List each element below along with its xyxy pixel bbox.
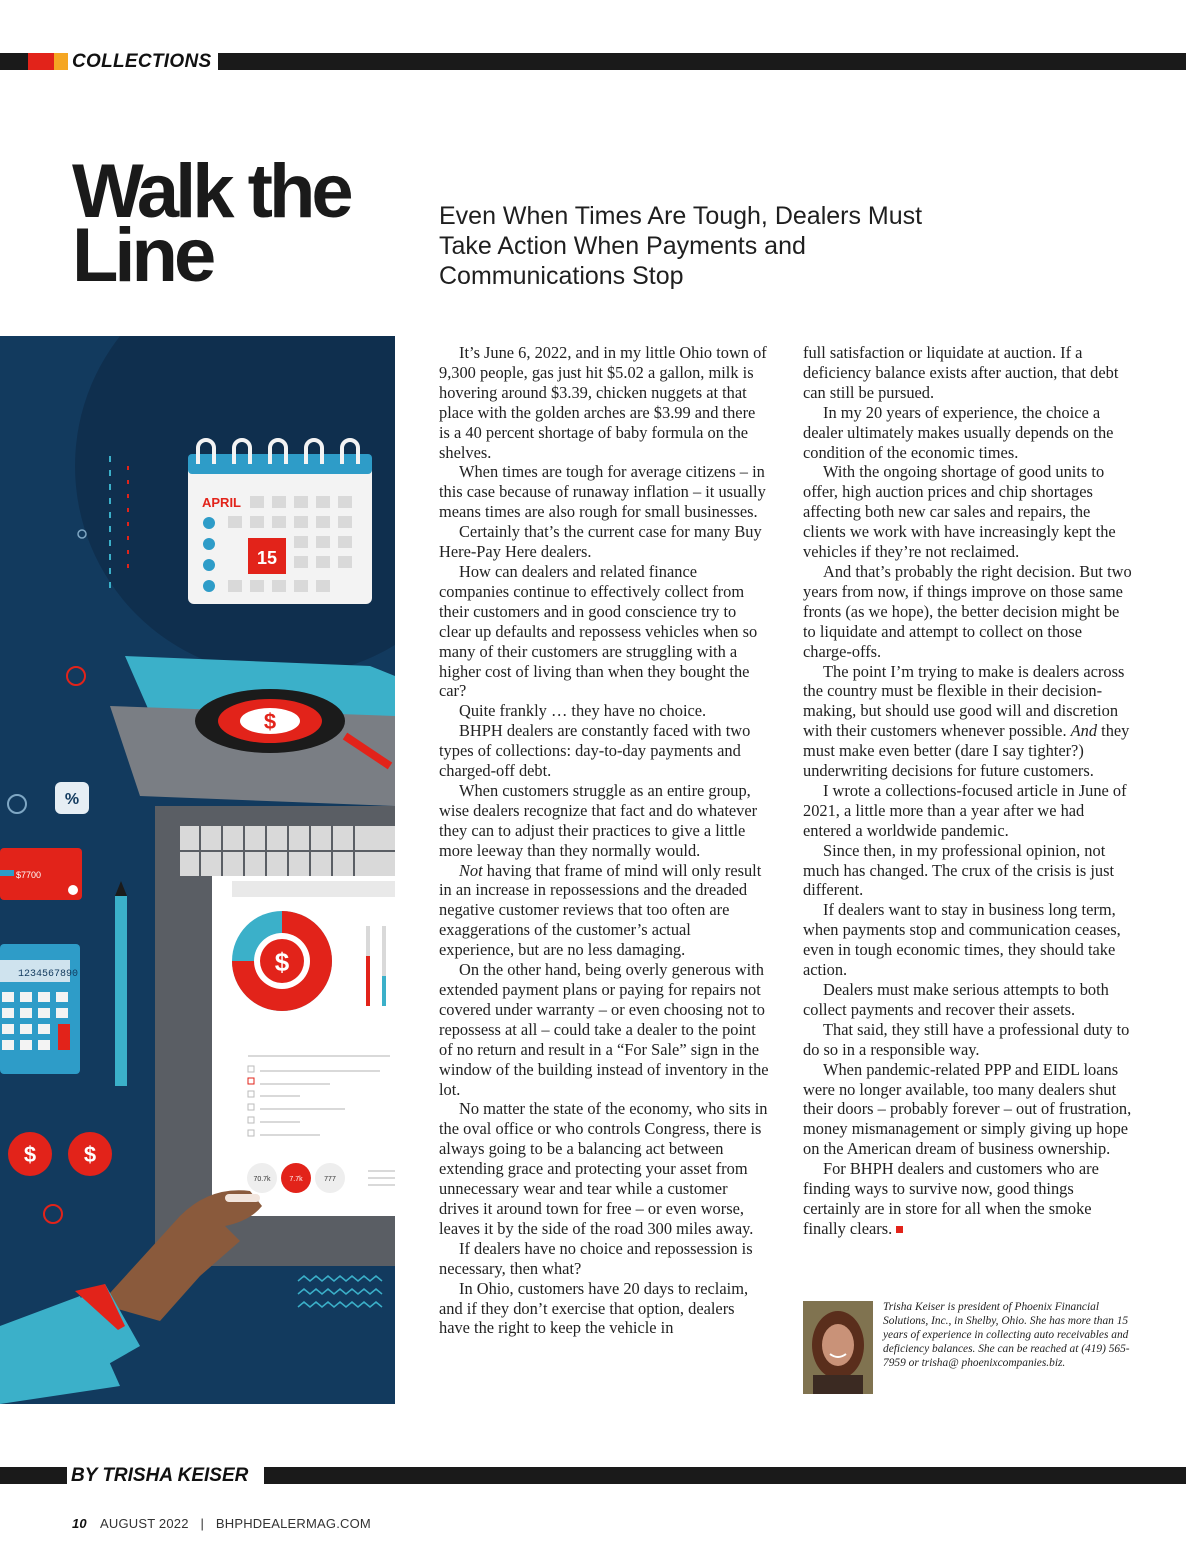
svg-text:$: $: [83, 1142, 97, 1167]
headline-line-2: Line: [72, 213, 213, 298]
bar-black-block: [0, 53, 28, 70]
site-url: BHPHDEALERMAG.COM: [215, 1516, 371, 1531]
article-column-2: [803, 343, 1133, 1239]
italic-emphasis: Not: [459, 860, 483, 880]
paragraph: If dealers have no choice and repossession is necessary, then what?: [439, 1238, 753, 1278]
author-bio: [803, 1301, 1133, 1396]
paragraph: Not having that frame of mind will only result in an increase in repossessions and the dreaded negative customer reviews that too often are exaggerations of the customer’s actual experience, but are no less damaging.: [439, 860, 762, 960]
page-footer: [72, 1516, 371, 1531]
issue-date: AUGUST 2022: [99, 1516, 189, 1531]
bar-rule: [264, 1467, 1186, 1484]
byline-bar: [0, 1467, 1186, 1484]
calendar-icon: [188, 440, 372, 604]
paragraph-final: For BHPH dealers and customers who are finding ways to survive now, good things certainly are in store for all when the smoke finally clears.: [803, 1159, 1099, 1238]
footer-separator: |: [200, 1516, 205, 1531]
page-number: 10: [72, 1516, 87, 1531]
paragraph: Since then, in my professional opinion, not much has changed. The crux of the crisis is just different.: [803, 840, 1115, 900]
headline-line-1: Walk the: [72, 149, 350, 234]
paragraph: How can dealers and related finance companies continue to effectively collect from their customers and in good conscience try to clear up defaults and repossess vehicles when so many of their customers are struggling with a higher cost of living than when they bought the car?: [439, 561, 758, 701]
bar-black-block: [0, 1467, 67, 1484]
stat-value-3: 777: [324, 1176, 336, 1183]
section-label: COLLECTIONS: [72, 51, 212, 72]
paragraph-continued: full satisfaction or liquidate at auction. If a deficiency balance exists after auction, that debt can still be pursued.: [803, 343, 1119, 402]
paragraph: I wrote a collections-focused article in June of 2021, a little more than a year after we had entered a worldwide pandemic.: [803, 780, 1127, 840]
article-headline: [72, 149, 350, 298]
paragraph: In Ohio, customers have 20 days to reclaim, and if they don’t exercise that option, dealers have the right to keep the vehicle in: [439, 1278, 749, 1338]
card-amount: $7700: [16, 870, 42, 880]
calculator-display: 1234567890: [18, 969, 79, 980]
paragraph: It’s June 6, 2022, and in my little Ohio town of 9,300 people, gas just hit $5.02 a gallon, milk is hovering around $3.39, chicken nuggets at that place with the golden arches are $3.99 and there is a 40 percent shortage of baby formula on the shelves.: [439, 343, 767, 462]
paragraph: Certainly that’s the current case for many Buy Here-Pay Here dealers.: [439, 522, 762, 562]
author-photo: [803, 1301, 873, 1394]
section-header-bar: [0, 53, 1186, 70]
calendar-month: APRIL: [202, 495, 241, 510]
author-bio-text: Trisha Keiser is president of Phoenix Financial Solutions, Inc., in Shelby, Ohio. She has more than 15 years of experience in collecting auto receivables and deficiency balances. She can be reached at (419) 565-7959 or trisha@ phoenixcompanies.biz.: [883, 1301, 1130, 1369]
report-document: [212, 876, 395, 1216]
paragraph: The point I’m trying to make is dealers across the country must be flexible in their decision-making, but should use good will and discretion with their customers whenever possible. And they must make even better (dare I say tighter?) underwriting decisions for future customers.: [803, 661, 1130, 781]
bar-red-block: [28, 53, 54, 70]
paragraph: Quite frankly … they have no choice.: [459, 701, 707, 721]
stat-value-1: 70.7k: [253, 1176, 271, 1183]
calculator-icon: [0, 944, 80, 1074]
paragraph: Dealers must make serious attempts to both collect payments and recover their assets.: [803, 980, 1109, 1019]
paragraph: No matter the state of the economy, who sits in the oval office or who controls Congress, there is always going to be a balancing act between extending grace and protecting your asset from unnecessary wear and tear while a customer drives it around town for free – or even worse, leaves it by the side of the road 300 miles away.: [439, 1099, 768, 1238]
percent-sign: %: [64, 791, 80, 808]
paragraph: BHPH dealers are constantly faced with two types of collections: day-to-day payments and charged-off debt.: [439, 721, 751, 781]
paragraph: When pandemic-related PPP and EIDL loans were no longer available, too many dealers shut their doors – probably forever – out of frustration, money mismanagement or simply giving up hope on the American dream of business ownership.: [803, 1059, 1132, 1159]
stat-value-2: 7.7k: [289, 1176, 303, 1183]
article-column-1: [439, 343, 769, 1338]
article-deck: Even When Times Are Tough, Dealers Must Take Action When Payments and Communications Stop: [439, 202, 923, 290]
paragraph: With the ongoing shortage of good units to offer, high auction prices and chip shortages affecting both new car sales and repairs, the clients we work with have increasingly kept the vehicles if they’re not reclaimed.: [803, 462, 1116, 562]
calendar-day: 15: [256, 548, 278, 568]
byline: BY TRISHA KEISER: [71, 1465, 249, 1486]
paragraph: On the other hand, being overly generous with extended payment plans or paying for repairs not covered under warranty – or even choosing not to repossess at all – could take a dealer to the point of no return and result in a “For Sale” sign in the window of the building instead of inventory in the lot.: [439, 960, 769, 1099]
paragraph: And that’s probably the right decision. But two years from now, if things improve on those same fronts (as we hope), the better decision might be to liquidate and attempt to collect on those charge-offs.: [803, 561, 1132, 661]
laptop-dollar: $: [263, 709, 277, 734]
svg-text:$: $: [23, 1142, 37, 1167]
bar-orange-block: [54, 53, 68, 70]
bar-rule: [222, 53, 1186, 70]
paragraph: That said, they still have a professional duty to do so in a responsible way.: [803, 1019, 1130, 1059]
paragraph: When customers struggle as an entire group, wise dealers recognize that fact and do whatever they can to adjust their practices to give a little more leeway than they normally would.: [439, 780, 758, 860]
pencil: [115, 896, 127, 1086]
paragraph: If dealers want to stay in business long term, when payments stop and communication ceases, even in tough economic times, they should take action.: [803, 900, 1121, 980]
end-mark-icon: [896, 1226, 903, 1233]
paragraph: In my 20 years of experience, the choice a dealer ultimately makes usually depends on the condition of the economic times.: [803, 402, 1114, 462]
article-illustration: [0, 336, 395, 1404]
chart-dollar: $: [274, 947, 290, 977]
paragraph: When times are tough for average citizens – in this case because of runaway inflation – it usually means times are also rough for small businesses.: [439, 462, 766, 522]
italic-emphasis: And: [1070, 721, 1098, 741]
